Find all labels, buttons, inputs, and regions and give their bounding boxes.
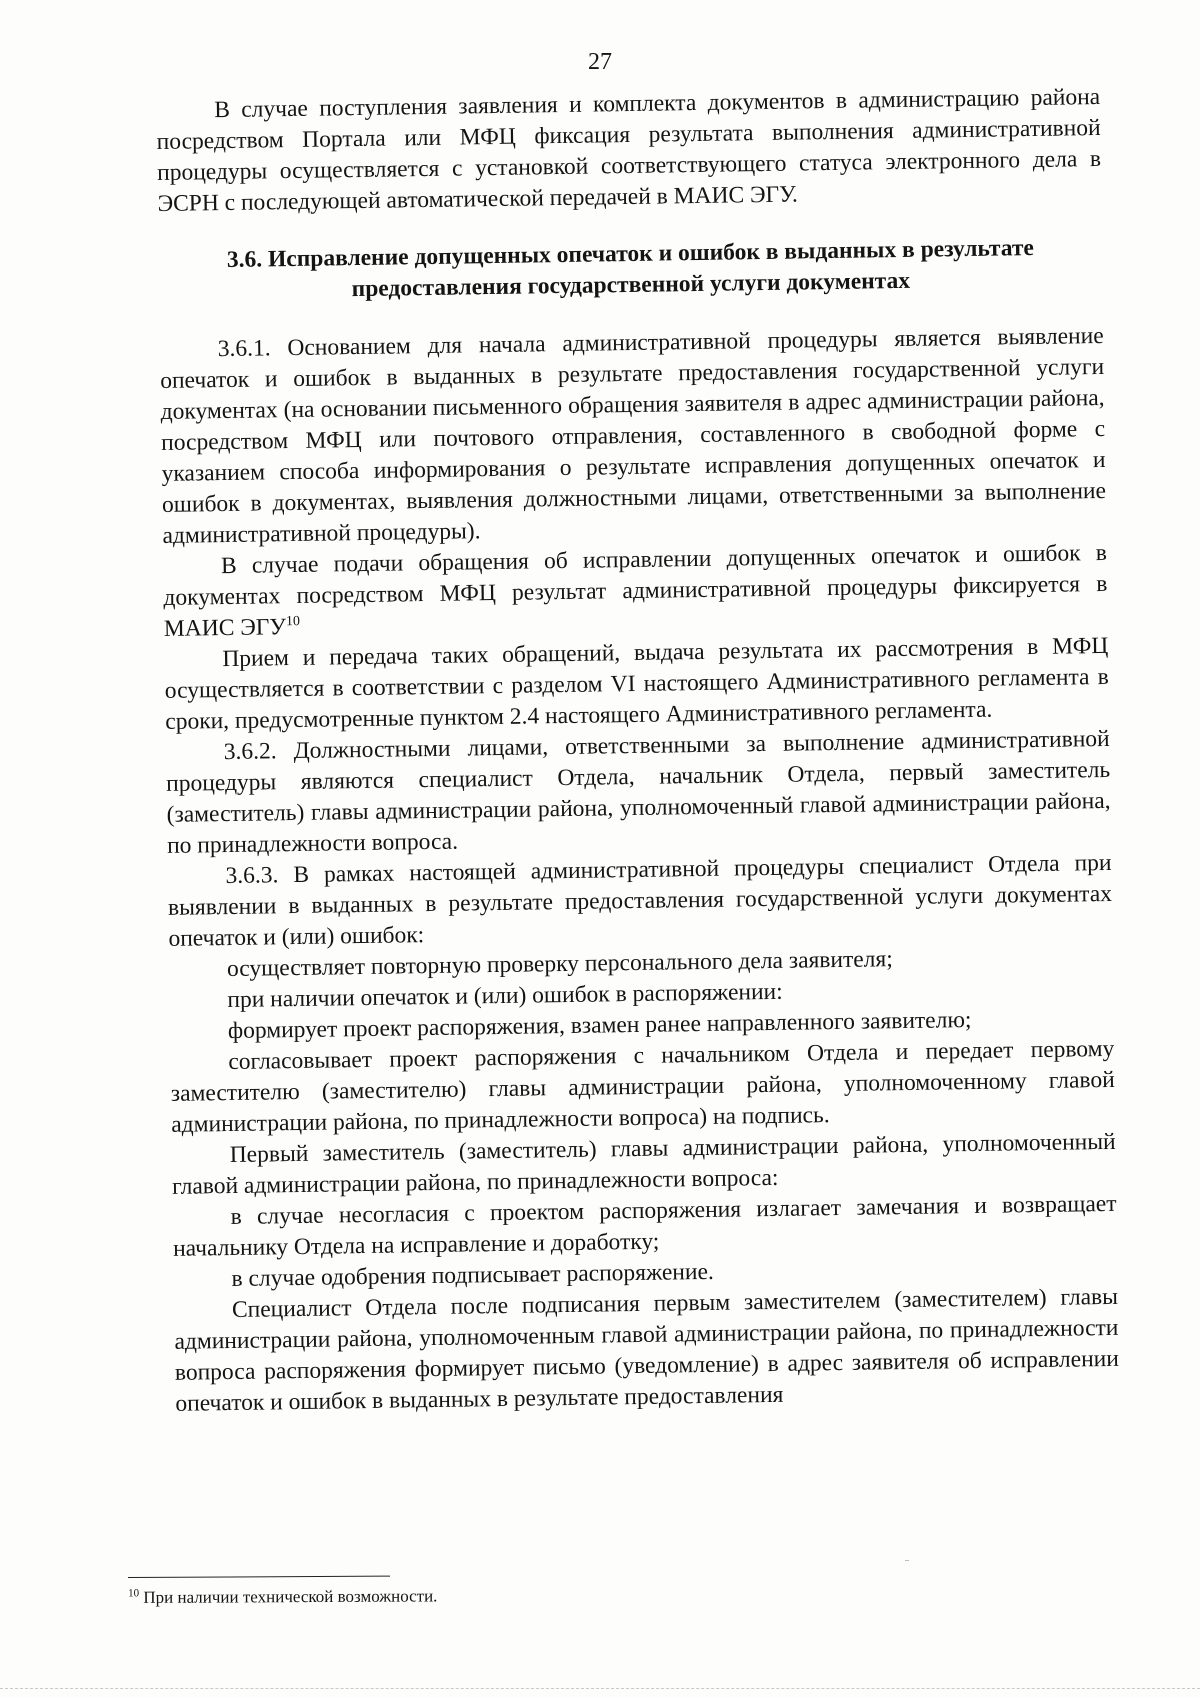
paragraph-notification: Специалист Отдела после подписания первым заместителем (заместителем) главы администрации района, уполномоченным главой администрации района, по принадлежности вопроса распоряжения формирует письмо (уведомление) в адрес заявителя об исправлении опечаток и ошибок в выданных в результате предоставления: [174, 1283, 1120, 1417]
paragraph-3-6-3: 3.6.3. В рамках настоящей административной процедуры специалист Отдела при выявлении в выданных в результате предоставления государственной услуги документах опечаток и (или) ошибок:: [167, 849, 1113, 952]
paragraph-3-6-1: 3.6.1. Основанием для начала административной процедуры является выявление опечаток и ошибок в выданных в результате предоставления государственной услуги документах (на основании письменного обращения заявителя в адрес администрации района, посредством МФЦ или почтового отправления, составленного в свободной форме с указанием способа информирования о результате исправления допущенных опечаток и ошибок в документах, выявления должностными лицами, ответственными за выполнение административной процедуры).: [160, 322, 1107, 549]
footnote-number: 10: [128, 1587, 140, 1600]
paragraph-3-6-2: 3.6.2. Должностными лицами, ответственными за выполнение административной процедуры являются специалист Отдела, начальник Отдела, первый заместитель (заместитель) главы администрации района, уполномоченный главой администрации района, по принадлежности вопроса.: [166, 725, 1111, 859]
paragraph-approval: в случае одобрения подписывает распоряжение.: [231, 1258, 714, 1293]
footnote-10: [128, 1584, 628, 1609]
paragraph-mfc-submission-text: В случае подачи обращения об исправлении допущенных опечаток и ошибок в документах посредством МФЦ результат административной процедуры фиксируется в МАИС ЭГУ: [163, 539, 1108, 642]
scan-speck: [905, 1560, 909, 1561]
paragraph-result-fixation: В случае поступления заявления и комплекта документов в администрацию района посредством Портала или МФЦ фиксация результата выполнения административной процедуры осуществляется с установкой соответствующего статуса электронного дела в ЭСРН с последующей автоматической передачей в МАИС ЭГУ.: [156, 83, 1102, 217]
footnote-divider: [128, 1576, 390, 1578]
footnote-area: [128, 1574, 628, 1609]
scan-edge-line: [0, 1688, 1200, 1689]
paragraph-mfc-submission: [163, 538, 1108, 645]
footnote-reference: 10: [285, 614, 301, 630]
paragraph-first-deputy: Первый заместитель (заместитель) главы администрации района, уполномоченный главой администрации района, по принадлежности вопроса:: [171, 1128, 1116, 1200]
footnote-text: При наличии технической возможности.: [143, 1586, 438, 1607]
paragraph-approve-draft: согласовывает проект распоряжения с начальником Отдела и передает первому заместителю (заместителю) главы администрации района, уполномоченному главой администрации района, по принадлежности вопроса) на подпись.: [170, 1035, 1115, 1138]
page-number: 27: [588, 49, 612, 75]
body-text: [156, 82, 1120, 1420]
paragraph-if-errors: при наличии опечаток и (или) ошибок в распоряжении:: [227, 978, 783, 1014]
paragraph-recheck: осуществляет повторную проверку персонального дела заявителя;: [226, 946, 893, 983]
paragraph-reception-transfer: Прием и передача таких обращений, выдача результата их рассмотрения в МФЦ осуществляется в соответствии с разделом VI настоящего Административного регламента в сроки, предусмотренные пунктом 2.4 настоящего Административного регламента.: [164, 632, 1109, 735]
paragraph-draft-order: формирует проект распоряжения, взамен ранее направленного заявителю;: [227, 1007, 972, 1045]
section-heading-3-6: 3.6. Исправление допущенных опечаток и ошибок в выданных в результате предоставления государственной услуги документах: [226, 234, 1035, 303]
paragraph-disagreement: в случае несогласия с проектом распоряжения излагает замечания и возвращает начальнику Отдела на исправление и доработку;: [172, 1190, 1117, 1262]
